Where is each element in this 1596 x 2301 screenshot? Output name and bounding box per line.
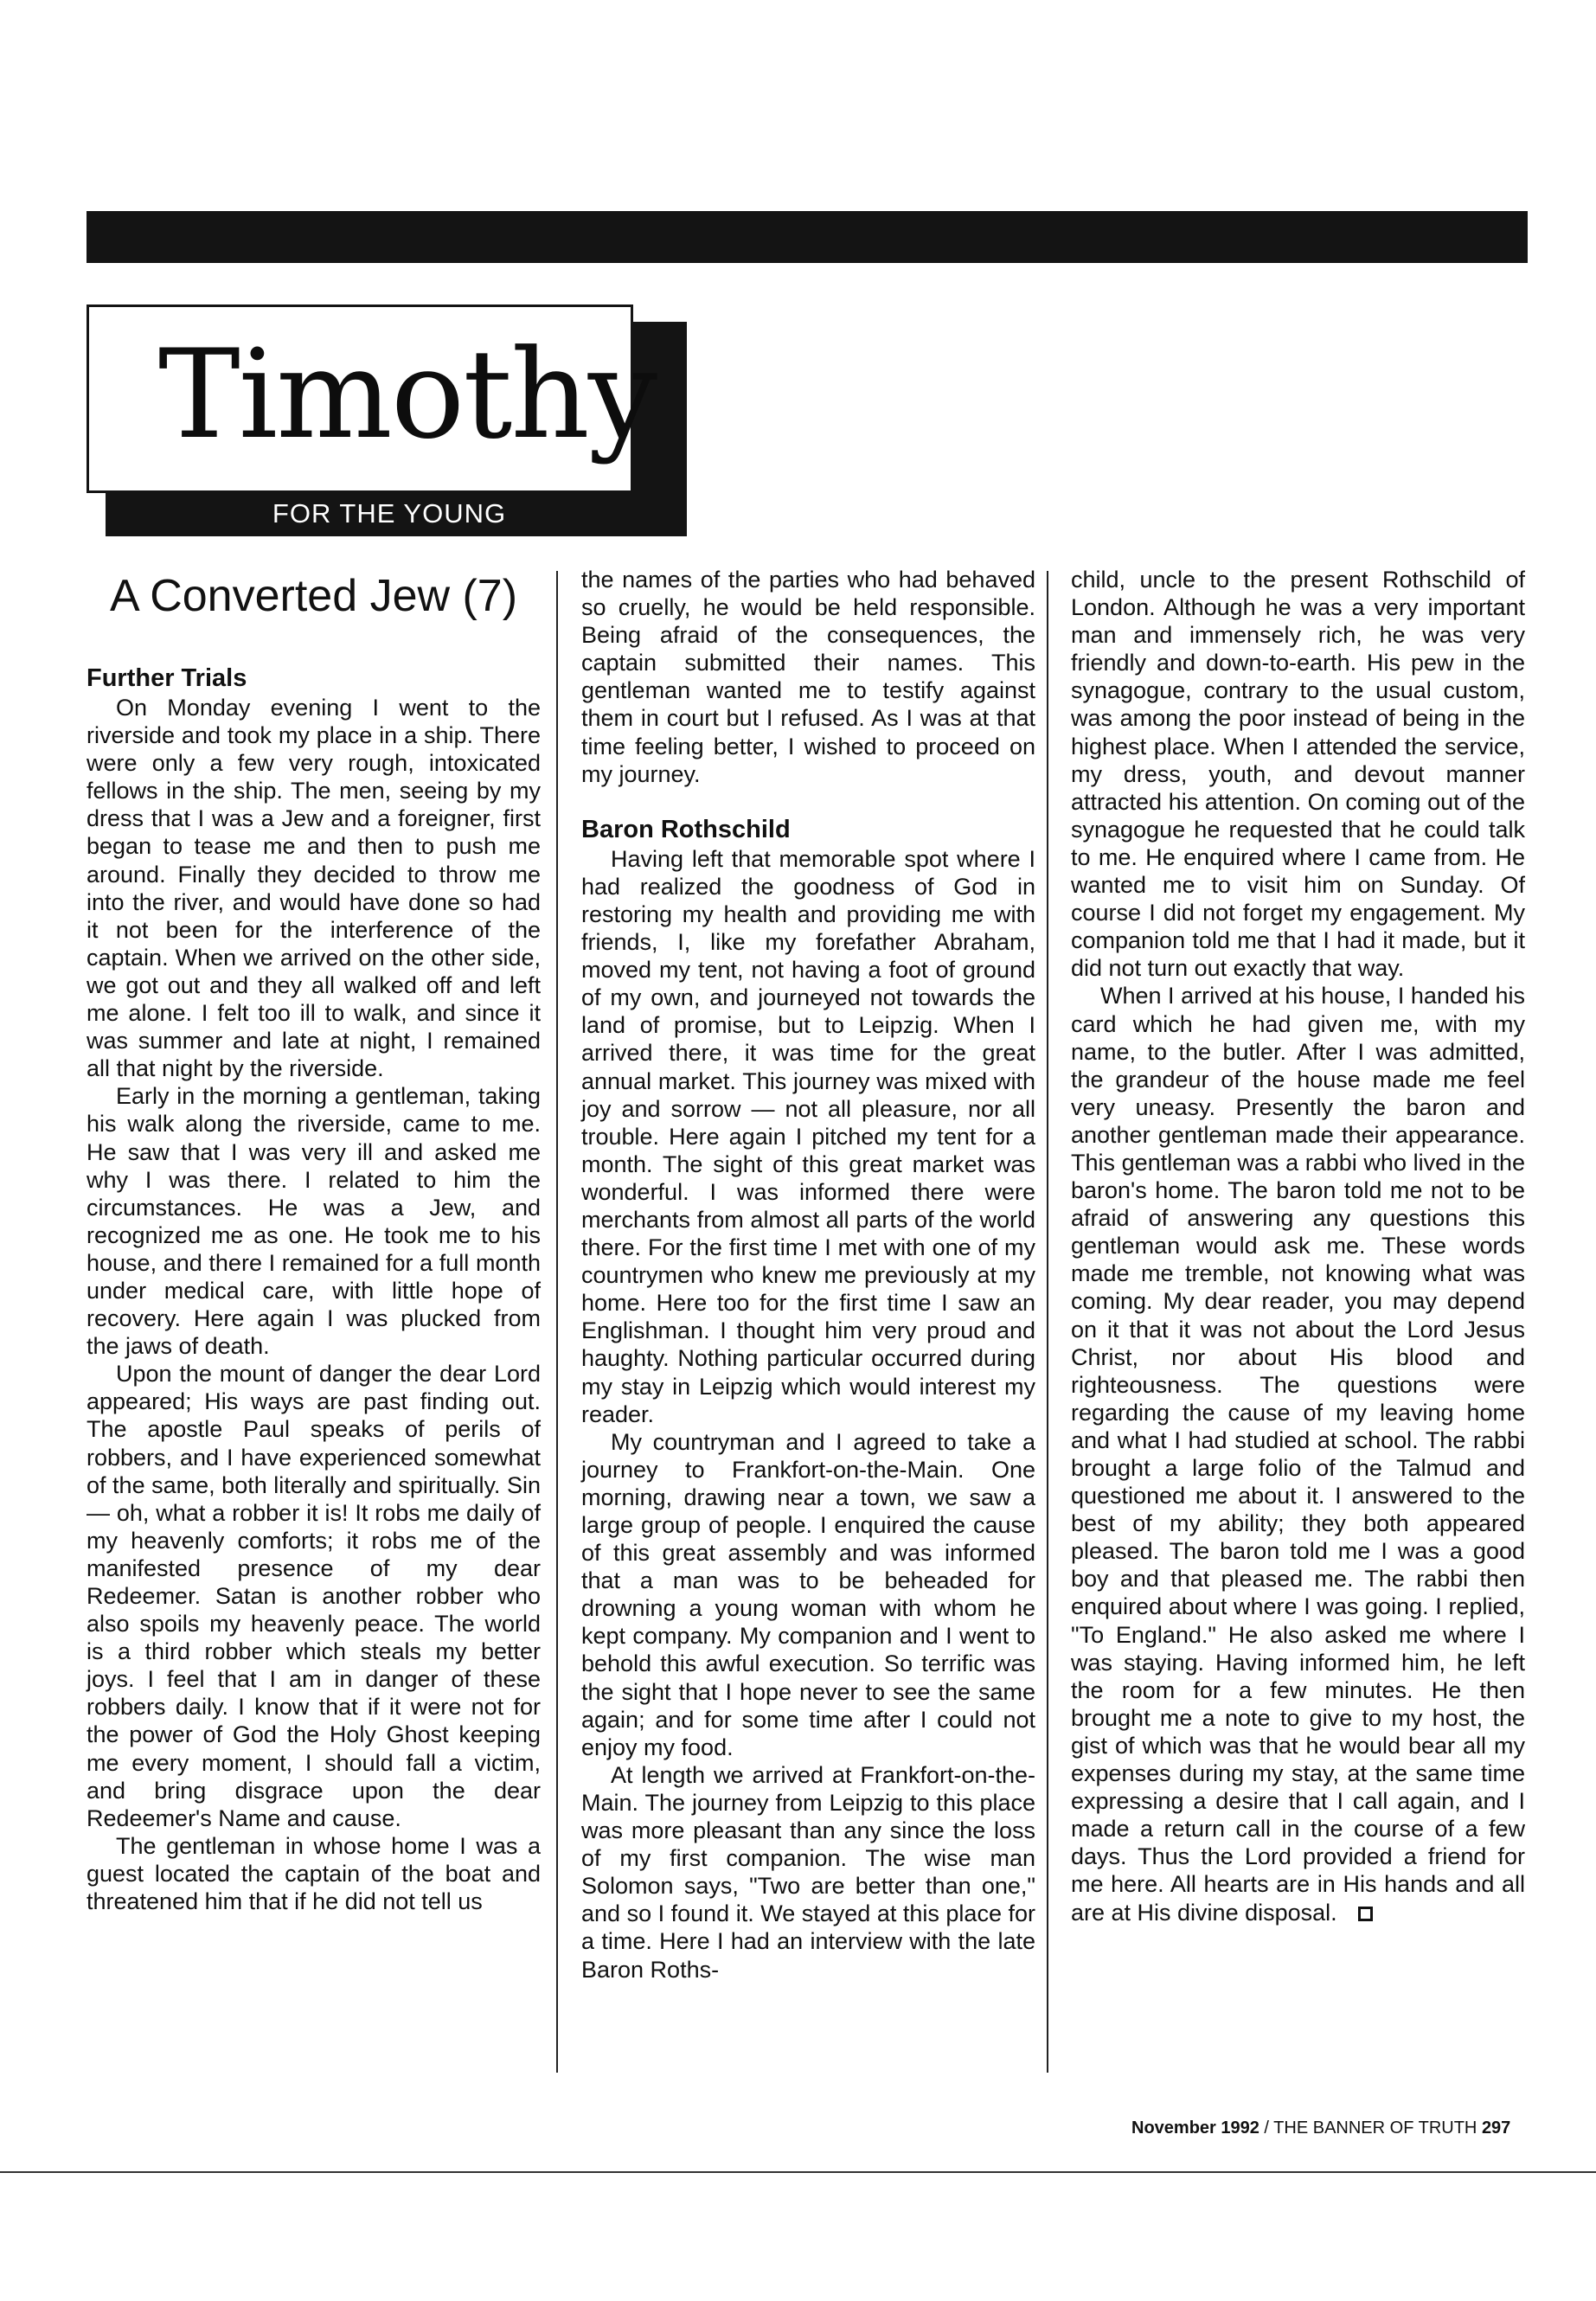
paragraph: child, uncle to the present Rothschild of London. Although he was a very important man and immensely rich, he was very friendly and down-to-earth. His pew in the synagogue, contrary to the usual custom, was among the poor instead of being in the highest place. When I attended the service, my dress, youth, and devout manner attracted his attention. On coming out of the synagogue he requested that he could talk to me. He enquired where I came from. He wanted me to visit him on Sunday. Of course I did not forget my engagement. My companion told me that I had it made, but it did not turn out exactly that way. — [1071, 567, 1525, 982]
page-bottom-rule — [0, 2171, 1596, 2173]
end-of-article-icon — [1358, 1907, 1373, 1921]
header-band — [87, 211, 1528, 263]
paragraph: Having left that memorable spot where I had realized the goodness of God in restoring my health and providing me with friends, I, like my forefather Abraham, moved my tent, not having a foot of ground of my own, and journeyed not towards the land of promise, but to Leipzig. When I arrived there, it was time for the great annual market. This journey was mixed with joy and sorrow — not all pleasure, nor all trouble. Here again I pitched my tent for a month. The sight of this great market was wonderful. I was informed there were merchants from almost all parts of the world there. For the first time I met with one of my countrymen who knew me previously at my home. Here too for the first time I saw an Englishman. I thought him very proud and haughty. Nothing particular occurred during my stay in Leipzig which would interest my reader. — [581, 845, 1035, 1427]
page-number: 297 — [1481, 2118, 1511, 2138]
footer-date: November 1992 — [1131, 2118, 1259, 2138]
masthead-title: Timothy — [158, 324, 657, 466]
masthead-subtitle: FOR THE YOUNG — [272, 498, 507, 529]
paragraph — [1071, 982, 1525, 1926]
column-divider — [556, 571, 558, 2073]
paragraph: Upon the mount of danger the dear Lord appeared; His ways are past finding out. The apostle Paul speaks of perils of robbers, and I have experienced somewhat of the same, both literally and spiritually. Sin — oh, what a robber it is! It robs me daily of my heavenly comforts; it robs me of the manifested presence of my dear Redeemer. Satan is another robber who also spoils my heavenly peace. The world is a third robber which steals my better joys. I feel that I am in danger of these robbers daily. I know that if it were not for the power of God the Holy Ghost keeping me every moment, I should fall a victim, and bring disgrace upon the dear Redeemer's Name and cause. — [87, 1361, 541, 1831]
paragraph: the names of the parties who had behaved so cruelly, he would be held responsible. Being afraid of the consequences, the captain submitted their names. This gentleman wanted me to testify against them in court but I refused. As I was at that time feeling better, I wished to proceed on my journey. — [581, 567, 1035, 787]
paragraph: The gentleman in whose home I was a guest located the captain of the boat and threatened him that if he did not tell us — [87, 1832, 541, 1915]
paragraph: On Monday evening I went to the riverside and took my place in a ship. There were only a few very rough, intoxicated fellows in the ship. The men, seeing by my dress that I was a Jew and a foreigner, first began to tease me and then to push me around. Finally they decided to throw me into the river, and would have done so had it not been for the interference of the captain. When we arrived on the other side, we got out and they all walked off and left me alone. I felt too ill to walk, and since it was summer and late at night, I remained all that night by the riverside. — [87, 695, 541, 1082]
page-footer — [1131, 2118, 1510, 2138]
section-heading: Baron Rothschild — [581, 815, 791, 843]
article-title: A Converted Jew (7) — [109, 571, 518, 621]
footer-publication: / THE BANNER OF TRUTH — [1259, 2118, 1482, 2138]
paragraph: Early in the morning a gentleman, taking his walk along the riverside, came to me. He saw that I was very ill and asked me why I was there. I related to him the circumstances. He was a Jew, and recognized me as one. He took me to his house, and there I remained for a full month under medical care, with little hope of recovery. Here again I was plucked from the jaws of death. — [87, 1083, 541, 1360]
section-heading: Further Trials — [87, 664, 247, 692]
column-3 — [1071, 566, 1525, 1926]
paragraph: My countryman and I agreed to take a journey to Frankfort-on-the-Main. One morning, drawing near a town, we saw a large group of people. I enquired the cause of this great assembly and was informed that a man was to be beheaded for drowning a young woman with whom he kept company. My companion and I went to behold this awful execution. So terrific was the sight that I hope never to see the same again; and for some time after I could not enjoy my food. — [581, 1428, 1035, 1760]
masthead — [87, 304, 657, 493]
paragraph-text: When I arrived at his house, I handed his card which he had given me, with my name, to the butler. After I was admitted, the grandeur of the house made me feel very uneasy. Presently the baron and another gentleman made their appearance. This gentleman was a rabbi who lived in the baron's home. The baron told me not to be afraid of answering any questions this gentleman would ask me. These words made me tremble, not knowing what was coming. My dear reader, you may depend on it that it was not about the Lord Jesus Christ, nor about His blood and righteousness. The questions were regarding the cause of my leaving home and what I had studied at school. The rabbi brought a large folio of the Talmud and questioned me about it. I answered to the best of my ability; they both appeared pleased. The baron told me I was a good boy and that pleased me. The rabbi then enquired about where I was going. I replied, "To England." He also asked me where I was staying. Having informed him, he left the room for a few minutes. He then brought me a note to give to my host, the gist of which was that he would bear all my expenses during my stay, at the same time expressing a desire that I call again, and I made a return call in the course of a few days. Thus the Lord provided a friend for me here. All hearts are in His hands and all are at His divine disposal. — [1071, 983, 1525, 1926]
paragraph: At length we arrived at Frankfort-on-the-Main. The journey from Leipzig to this place was more pleasant than any since the loss of my first companion. The wise man Solomon says, "Two are better than one," and so I found it. We stayed at this place for a time. Here I had an interview with the late Baron Roths- — [581, 1761, 1035, 1983]
column-2 — [581, 566, 1035, 1984]
column-divider — [1047, 571, 1048, 2073]
column-1 — [87, 566, 541, 1915]
